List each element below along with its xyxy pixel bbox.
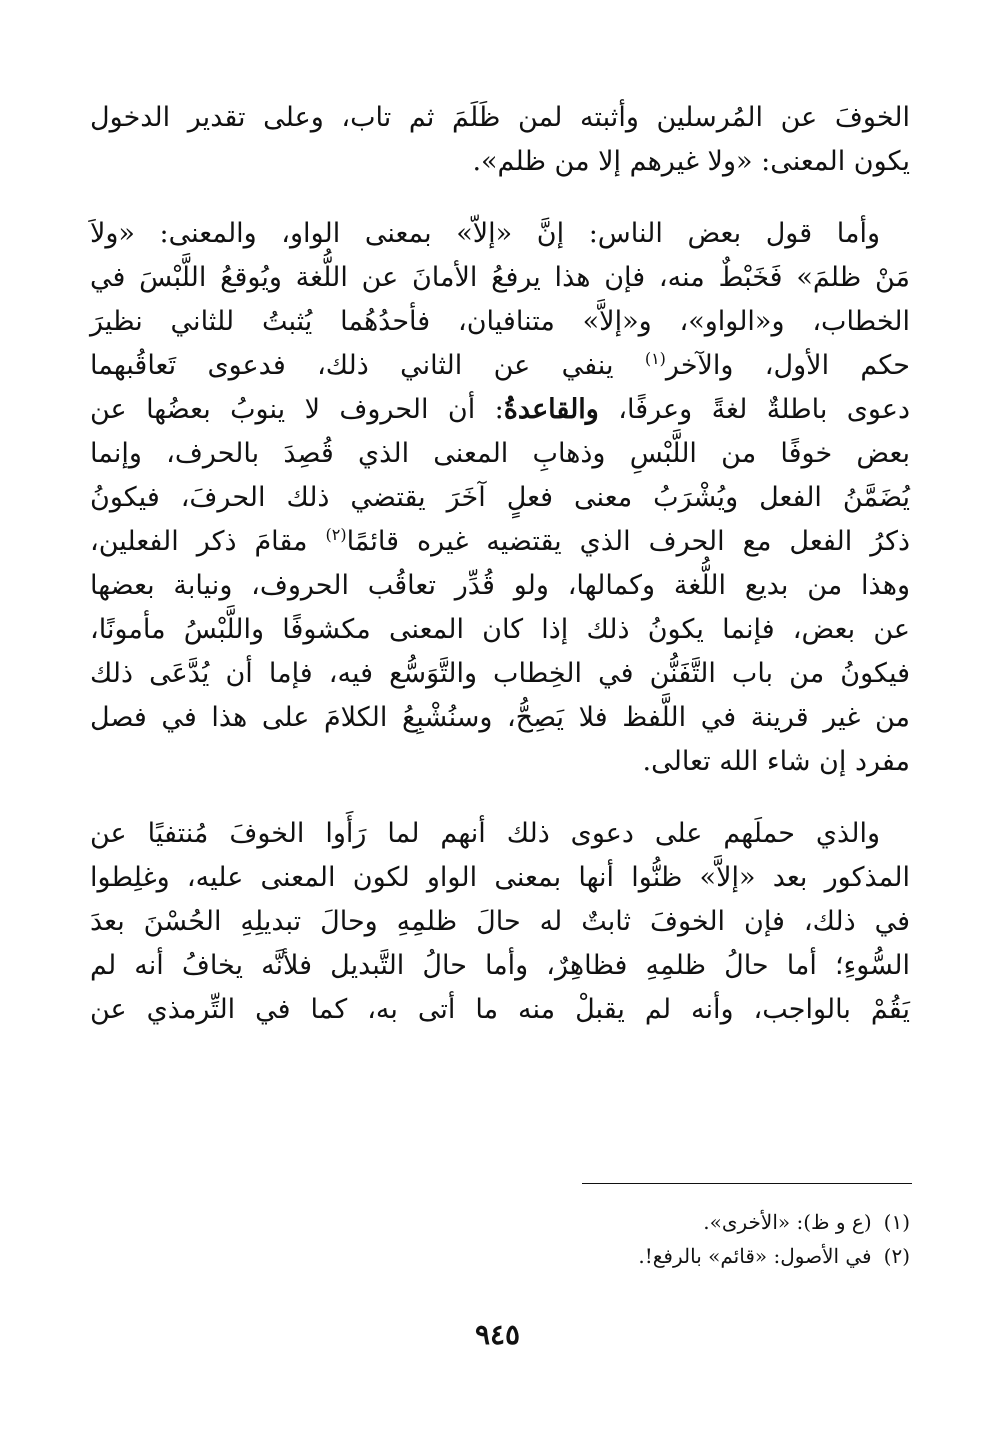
text-line	[90, 388, 910, 432]
text-line: عن بعض، فإنما يكونُ ذلك إذا كان المعنى مكشوفًا واللَّبْسُ مأمونًا،	[90, 614, 910, 645]
footnote-divider	[582, 1183, 912, 1184]
footnote-text: في الأصول: «قائم» بالرفع!.	[638, 1244, 872, 1268]
bold-term: والقاعدةُ	[503, 394, 599, 425]
text-line: وهذا من بديع اللُّغة وكمالها، ولو قُدِّر تعاقُب الحروف، ونيابة بعضها	[90, 570, 910, 601]
text-line: مَنْ ظلمَ» فَخَبْطٌ منه، فإن هذا يرفعُ الأمانَ عن اللُّغة ويُوقعُ اللَّبْسَ في	[90, 262, 910, 293]
text-line: الخوفَ عن المُرسلين وأثبته لمن ظَلَمَ ثم تاب، وعلى تقدير الدخول	[90, 102, 910, 133]
footnotes	[300, 1205, 910, 1273]
text-line: من غير قرينة في اللَّفظ فلا يَصِحُّ، وسنُشْبِعُ الكلامَ على هذا في فصل	[90, 702, 910, 733]
main-text	[90, 96, 910, 1032]
footnote-text: (ع و ظ): «الأخرى».	[703, 1210, 872, 1234]
footnote-ref-1: (١)	[644, 349, 666, 368]
text-segment: ذكرُ الفعل مع الحرف الذي يقتضيه غيره قائمًا	[346, 526, 910, 557]
footnote-2	[300, 1239, 910, 1273]
page-number: ٩٤٥	[474, 1318, 521, 1351]
text-line: فيكونُ من باب التَّفَنُّن في الخِطاب والتَّوَسُّع فيه، فإما أن يُدَّعَى ذلك	[90, 658, 910, 689]
text-line	[90, 520, 910, 564]
text-line: في ذلك، فإن الخوفَ ثابتٌ له حالَ ظلمِهِ وحالَ تبديلِهِ الحُسْنَ بعدَ	[90, 906, 910, 937]
text-segment: حكم الأول، والآخر	[665, 350, 910, 381]
footnote-number: (١)	[883, 1210, 910, 1234]
text-line: يَقُمْ بالواجب، وأنه لم يقبلْ منه ما أتى به، كما في التِّرمذي عن	[90, 994, 910, 1025]
paragraph-2	[90, 212, 910, 784]
text-line: والذي حملَهم على دعوى ذلك أنهم لما رَأَوا الخوفَ مُنتفيًا عن	[90, 818, 880, 849]
footnote-number: (٢)	[883, 1244, 910, 1268]
text-segment: مقامَ ذكر الفعلين،	[90, 526, 326, 557]
text-line: وأما قول بعض الناس: إنَّ «إلاّ» بمعنى الواو، والمعنى: «ولاَ	[90, 218, 880, 249]
footnote-1	[300, 1205, 910, 1239]
paragraph-1	[90, 96, 910, 184]
paragraph-3	[90, 812, 910, 1032]
text-line: المذكور بعد «إلاَّ» ظنُّوا أنها بمعنى الواو لكون المعنى عليه، وغلِطوا	[90, 862, 910, 893]
text-segment: دعوى باطلةٌ لغةً وعرفًا،	[598, 394, 910, 425]
text-line: بعض خوفًا من اللَّبْسِ وذهابِ المعنى الذي قُصِدَ بالحرف، وإنما	[90, 438, 910, 469]
text-segment: ينفي عن الثاني ذلك، فدعوى تَعاقُبهما	[90, 350, 645, 381]
footnote-ref-2: (٢)	[325, 525, 347, 544]
text-line: يُضَمَّنُ الفعل ويُشْرَبُ معنى فعلٍ آخَرَ يقتضي ذلك الحرفَ، فيكونُ	[90, 482, 910, 513]
text-line: السُّوءِ؛ أما حالُ ظلمِهِ فظاهِرٌ، وأما حالُ التَّبديل فلأنَّه يخافُ أنه لم	[90, 950, 910, 981]
text-line: الخطاب، و«الواو»، و«إلاَّ» متنافيان، فأحدُهُما يُثبتُ للثاني نظيرَ	[90, 306, 910, 337]
text-line	[90, 344, 910, 388]
text-segment: : أن الحروف لا ينوبُ بعضُها عن	[90, 394, 504, 425]
text-line: يكون المعنى: «ولا غيرهم إلا من ظلم».	[472, 146, 910, 177]
text-line: مفرد إن شاء الله تعالى.	[642, 746, 910, 777]
